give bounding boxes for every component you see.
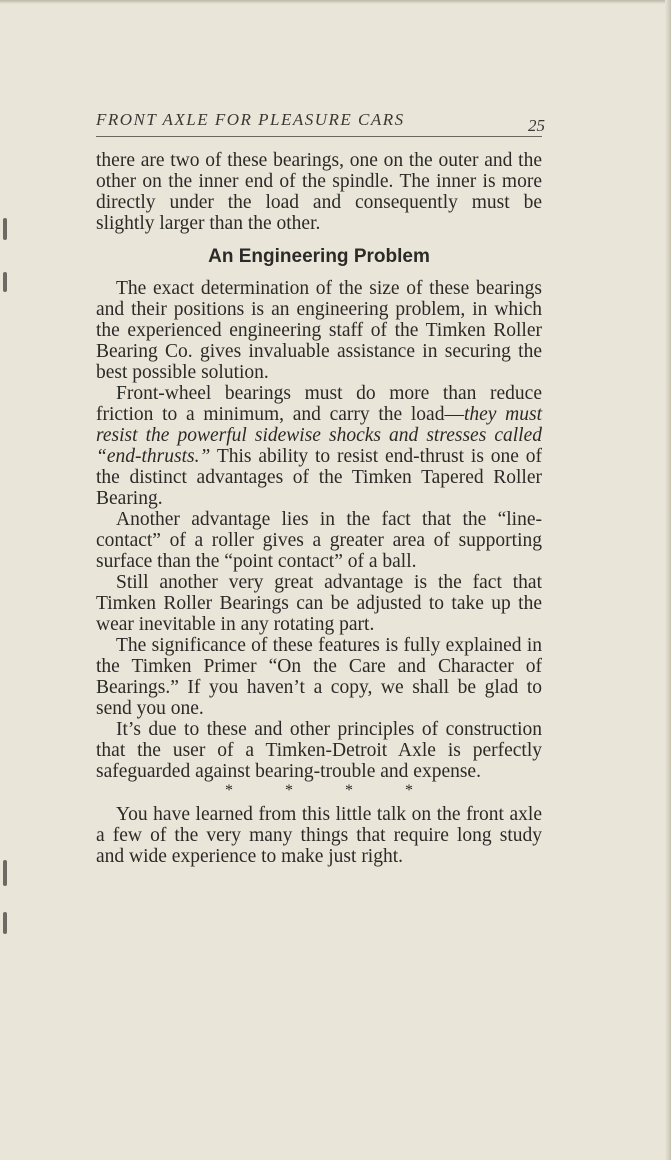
page-right-edge xyxy=(665,0,671,1160)
section-separator: * * * * xyxy=(225,782,413,799)
binding-marks xyxy=(0,0,14,1160)
paragraph: It’s due to these and other principles of construction that the user of a Timken-Detroit Axle is perfectly safeguarded against bearing-trouble and expense. xyxy=(96,719,542,782)
running-header xyxy=(96,108,545,137)
binding-mark xyxy=(3,218,7,240)
paragraph: The significance of these features is fully explained in the Timken Primer “On the Care and Character of Bearings.” If you haven’t a copy, we shall be glad to send you one. xyxy=(96,635,542,719)
emphasized-text: they must resist the powerful sidewise shocks and stresses called “end-thrusts.” xyxy=(96,404,542,467)
page-number: 25 xyxy=(528,116,545,135)
paragraph: The exact determination of the size of these bearings and their positions is an engineering problem, in which the experienced engineering staff of the Timken Roller Bearing Co. gives invaluable assistance in securing the best possible solution. xyxy=(96,278,542,383)
paragraph: Another advantage lies in the fact that the “line-contact” of a roller gives a greater area of supporting surface than the “point contact” of a ball. xyxy=(96,509,542,572)
paragraph-text: Front-wheel bearings must do more than reduce friction to a minimum, and carry the load— xyxy=(96,383,542,425)
paragraph: Still another very great advantage is the fact that Timken Roller Bearings can be adjusted to take up the wear inevitable in any rotating part. xyxy=(96,572,542,635)
binding-mark xyxy=(3,860,7,886)
opening-paragraph: there are two of these bearings, one on the outer and the other on the inner end of the spindle. The inner is more directly under the load and consequently must be slightly larger than the other. xyxy=(96,150,542,234)
closing-paragraph: You have learned from this little talk on the front axle a few of the very many things that require long study and wide experience to make just right. xyxy=(96,804,542,867)
paragraph-end-thrust xyxy=(96,383,542,509)
paragraph-text: This ability to resist end-thrust is one of the distinct advantages of the Timken Tapered Roller Bearing. xyxy=(96,446,542,509)
section-heading: An Engineering Problem xyxy=(208,246,430,267)
binding-mark xyxy=(3,272,7,292)
page-body xyxy=(96,150,542,867)
binding-mark xyxy=(3,912,7,934)
page-top-edge xyxy=(0,0,671,4)
running-title: FRONT AXLE FOR PLEASURE CARS xyxy=(96,110,405,129)
